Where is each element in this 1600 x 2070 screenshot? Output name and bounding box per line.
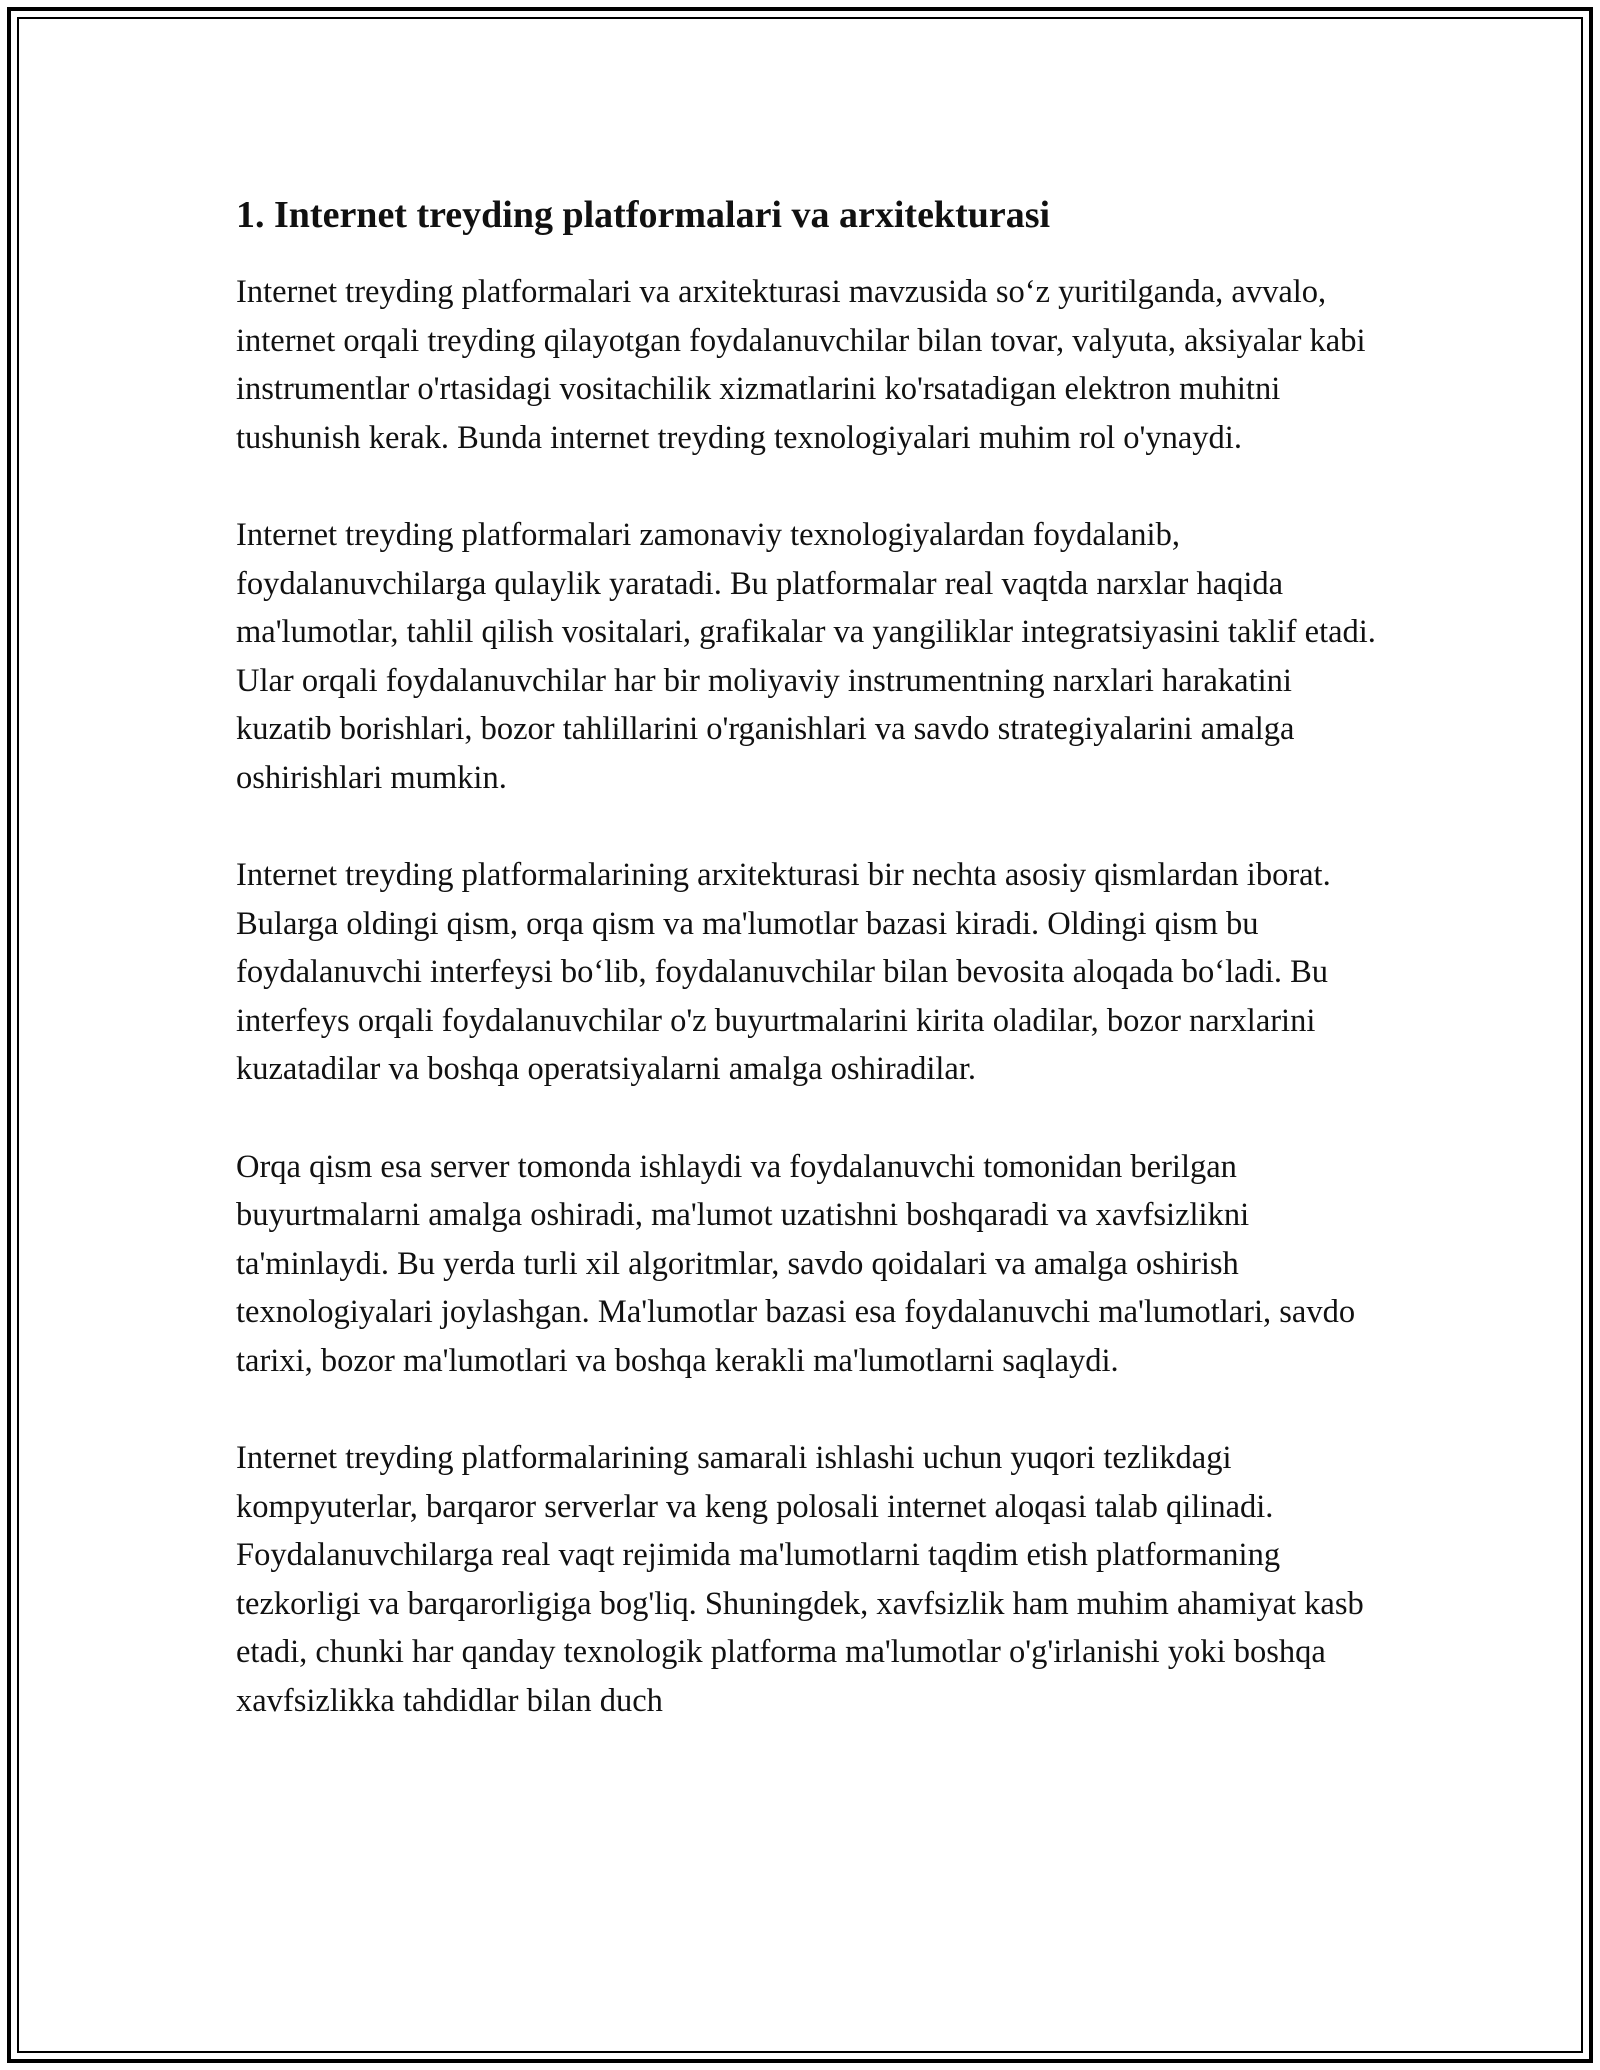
paragraph-5: Internet treyding platformalarining samarali ishlashi uchun yuqori tezlikdagi kompyuterlar, barqaror serverlar va keng polosali internet aloqasi talab qilinadi. Foydalanuvchilarga real vaqt rejimida ma'lumotlarni taqdim etish platformaning tezkorligi va barqarorligiga bog'liq. Shuningdek, xavfsizlik ham muhim ahamiyat kasb etadi, chunki har qanday texnologik platforma ma'lumotlar o'g'irlanishi yoki boshqa xavfsizlikka tahdidlar bilan duch <box>236 1440 1364 1719</box>
paragraph-1: Internet treyding platformalari va arxitekturasi mavzusida so‘z yuritilganda, avvalo, internet orqali treyding qilayotgan foydalanuvchilar bilan tovar, valyuta, aksiyalar kabi instrumentlar o'rtasidagi vositachilik xizmatlarini ko'rsatadigan elektron muhitni tushunish kerak. Bunda internet treyding texnologiyalari muhim rol o'ynaydi. <box>236 274 1366 456</box>
section-heading: 1. Internet treyding platformalari va arxitekturasi <box>236 194 1051 236</box>
document-body <box>236 190 1386 1774</box>
paragraph-2: Internet treyding platformalari zamonaviy texnologiyalardan foydalanib, foydalanuvchilarga qulaylik yaratadi. Bu platformalar real vaqtda narxlar haqida ma'lumotlar, tahlil qilish vositalari, grafikalar va yangiliklar integratsiyasini taklif etadi. Ular orqali foydalanuvchilar har bir moliyaviy instrumentning narxlari harakatini kuzatib borishlari, bozor tahlillarini o'rganishlari va savdo strategiyalarini amalga oshirishlari mumkin. <box>236 517 1376 796</box>
paragraph-4: Orqa qism esa server tomonda ishlaydi va foydalanuvchi tomonidan berilgan buyurtmalarni amalga oshiradi, ma'lumot uzatishni boshqaradi va xavfsizlikni ta'minlaydi. Bu yerda turli xil algoritmlar, savdo qoidalari va amalga oshirish texnologiyalari joylashgan. Ma'lumotlar bazasi esa foydalanuvchi ma'lumotlari, savdo tarixi, bozor ma'lumotlari va boshqa kerakli ma'lumotlarni saqlaydi. <box>236 1148 1356 1379</box>
paragraph-3: Internet treyding platformalarining arxitekturasi bir nechta asosiy qismlardan iborat. Bularga oldingi qism, orqa qism va ma'lumotlar bazasi kiradi. Oldingi qism bu foydalanuvchi interfeysi bo‘lib, foydalanuvchilar bilan bevosita aloqada bo‘ladi. Bu interfeys orqali foydalanuvchilar o'z buyurtmalarini kirita oladilar, bozor narxlarini kuzatadilar va boshqa operatsiyalarni amalga oshiradilar. <box>236 857 1331 1087</box>
